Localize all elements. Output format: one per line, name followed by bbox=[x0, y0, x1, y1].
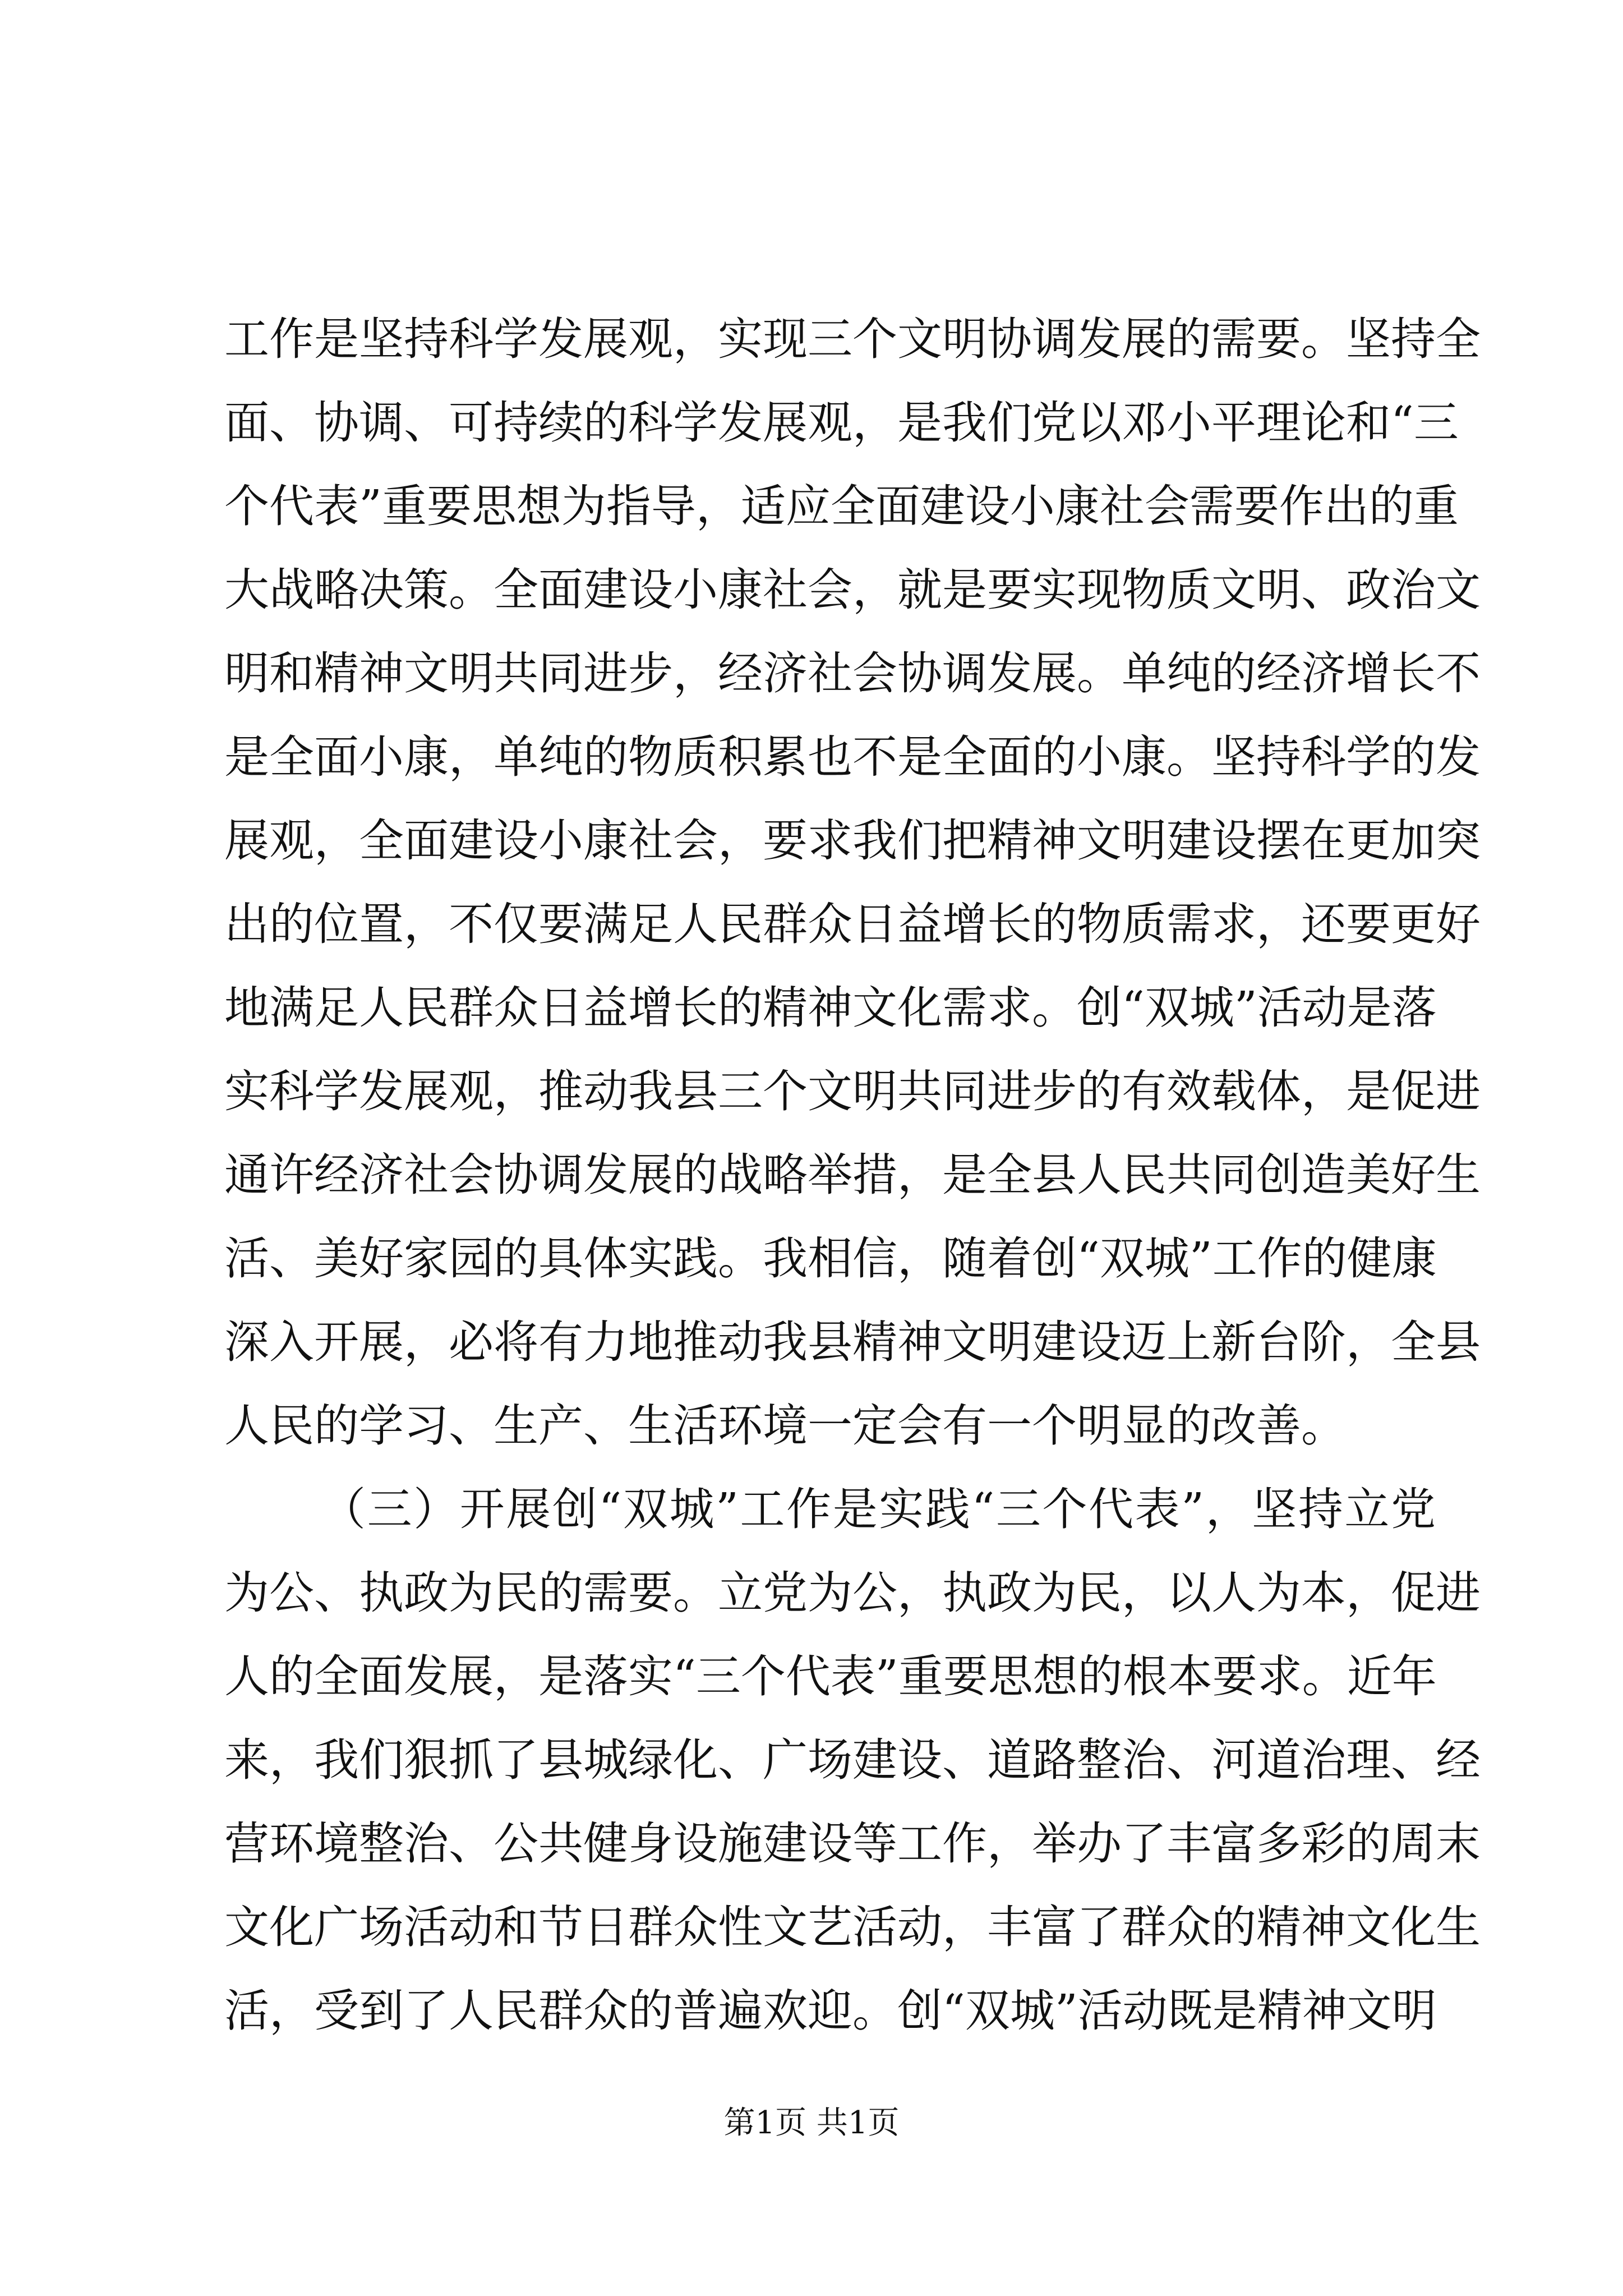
paragraph-1-line-2: 面、协调、可持续的科学发展观，是我们党以邓小平理论和“三 bbox=[224, 397, 1459, 449]
paragraph-2-line-6: 文化广场活动和节日群众性文艺活动，丰富了群众的精神文化生 bbox=[224, 1901, 1481, 1953]
paragraph-1-line-11: 通许经济社会协调发展的战略举措，是全县人民共同创造美好生 bbox=[224, 1149, 1481, 1201]
paragraph-1-line-9: 地满足人民群众日益增长的精神文化需求。创“双城”活动是落 bbox=[224, 982, 1437, 1034]
paragraph-1-line-1: 工作是坚持科学发展观，实现三个文明协调发展的需要。坚持全 bbox=[224, 313, 1481, 365]
paragraph-2-line-4: 来，我们狠抓了县城绿化、广场建设、道路整治、河道治理、经 bbox=[224, 1734, 1481, 1786]
paragraph-1-line-8: 出的位置，不仅要满足人民群众日益增长的物质需求，还要更好 bbox=[224, 898, 1481, 950]
paragraph-1-line-12: 活、美好家园的具体实践。我相信，随着创“双城”工作的健康 bbox=[224, 1232, 1437, 1285]
paragraph-2-line-3: 人的全面发展，是落实“三个代表”重要思想的根本要求。近年 bbox=[224, 1650, 1437, 1703]
paragraph-1-line-13: 深入开展，必将有力地推动我县精神文明建设迈上新台阶，全县 bbox=[224, 1316, 1481, 1368]
paragraph-1-line-6: 是全面小康，单纯的物质积累也不是全面的小康。坚持科学的发 bbox=[224, 731, 1481, 783]
document-body bbox=[224, 297, 1481, 2053]
paragraph-1-line-7: 展观，全面建设小康社会，要求我们把精神文明建设摆在更加突 bbox=[224, 815, 1481, 867]
paragraph-2-line-1: （三）开展创“双城”工作是实践“三个代表”，坚持立党 bbox=[321, 1483, 1436, 1535]
page-footer: 第1页 共1页 bbox=[723, 2105, 900, 2141]
paragraph-1-line-3: 个代表”重要思想为指导，适应全面建设小康社会需要作出的重 bbox=[224, 480, 1459, 532]
paragraph-2-line-7: 活，受到了人民群众的普遍欢迎。创“双城”活动既是精神文明 bbox=[224, 1985, 1437, 2037]
paragraph-1-line-4: 大战略决策。全面建设小康社会，就是要实现物质文明、政治文 bbox=[224, 564, 1481, 616]
paragraph-1-line-14: 人民的学习、生产、生活环境一定会有一个明显的改善。 bbox=[224, 1400, 1346, 1452]
paragraph-2-line-2: 为公、执政为民的需要。立党为公，执政为民，以人为本，促进 bbox=[224, 1567, 1481, 1619]
paragraph-2-line-5: 营环境整治、公共健身设施建设等工作，举办了丰富多彩的周末 bbox=[224, 1818, 1481, 1870]
paragraph-1-line-5: 明和精神文明共同进步，经济社会协调发展。单纯的经济增长不 bbox=[224, 647, 1481, 700]
paragraph-1-line-10: 实科学发展观，推动我县三个文明共同进步的有效载体，是促进 bbox=[224, 1065, 1481, 1117]
